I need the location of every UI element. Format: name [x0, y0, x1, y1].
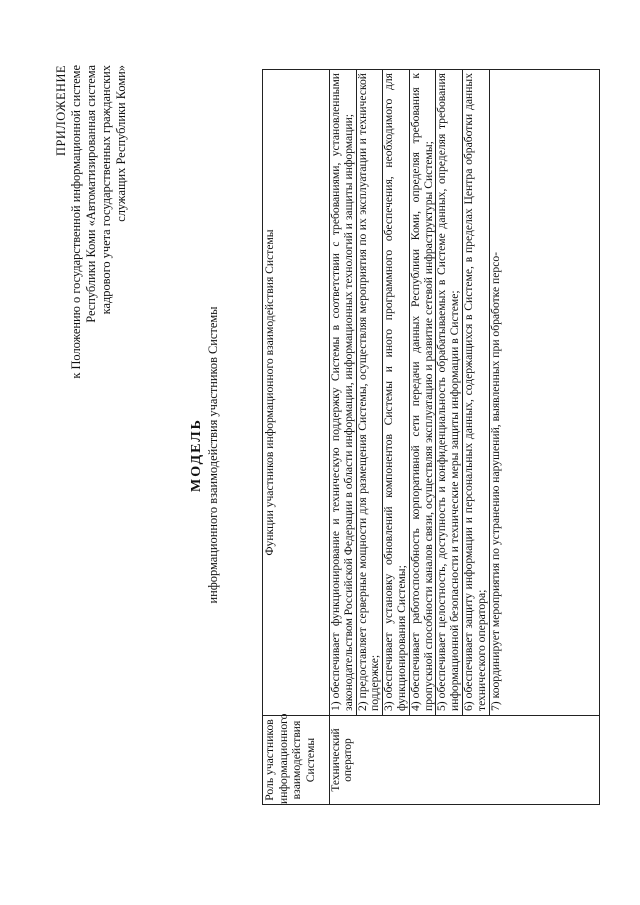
functions-cell [330, 70, 600, 716]
appendix-header [54, 65, 129, 405]
appendix-line: Республики Коми «Автоматизированная система [84, 65, 98, 323]
document-title-block [188, 145, 221, 765]
document-title: МОДЕЛЬ [189, 418, 204, 492]
table-header-row [263, 70, 330, 805]
item-text: координирует мероприятия по устранению нарушений, выявленных при обработке персо- [488, 251, 502, 699]
model-table [262, 69, 600, 805]
item-text: предоставляет серверные мощности для размещения Системы, осуществляя мероприятия по их эксплуатации и технической поддержке; [355, 73, 382, 711]
appendix-label: ПРИЛОЖЕНИЕ [54, 65, 68, 156]
item-text: обеспечивает целостность, доступность и конфиденциальность обрабатываемых в Системе данных, определяя требования информационной безопасности и технические меры защиты информации в Системе; [435, 73, 462, 711]
role-cell: Технический оператор [330, 716, 600, 805]
item-number: 3) [382, 701, 396, 711]
document-subtitle: информационного взаимодействия участников Системы [206, 306, 220, 604]
item-text: обеспечивает установку обновлений компонентов Системы и иного программного обеспечения, необходимого для функционирования Системы; [382, 73, 408, 711]
item-number: 7) [488, 701, 502, 711]
appendix-line: служащих Республики Коми» [114, 65, 128, 222]
item-number: 4) [408, 701, 422, 711]
function-item [436, 70, 463, 715]
function-item [383, 70, 410, 715]
column-header-functions: Функции участников информационного взаимодействия Системы [263, 70, 330, 716]
function-item [490, 70, 503, 715]
function-item [330, 70, 357, 715]
item-number: 2) [355, 701, 369, 711]
appendix-line: кадрового учета государственных гражданских [99, 65, 113, 315]
item-number: 6) [461, 701, 475, 711]
item-text: обеспечивает защиту информации и персональных данных, содержащихся в Системе, в пределах Центра обработки данных технического оператора; [461, 73, 488, 711]
column-header-role: Роль участников информационного взаимодействия Системы [263, 716, 330, 805]
item-text: обеспечивает функционирование и техническую поддержку Системы в соответствии с требованиями, установленными законодательством Российской Федерации в области информации, информационных технологий и защиты информации; [329, 73, 355, 711]
appendix-line: к Положению о государственной информационной системе [69, 65, 83, 379]
item-number: 1) [329, 701, 342, 711]
function-item [463, 70, 490, 715]
table-row [330, 70, 600, 805]
function-item [410, 70, 437, 715]
function-item [357, 70, 384, 715]
item-number: 5) [435, 701, 449, 711]
item-text: обеспечивает работоспособность корпоративной сети передачи данных Республики Коми, определяя требования к пропускной способности каналов связи, осуществляя эксплуатацию и развитие сетевой инфраструктуры Системы; [408, 73, 435, 711]
